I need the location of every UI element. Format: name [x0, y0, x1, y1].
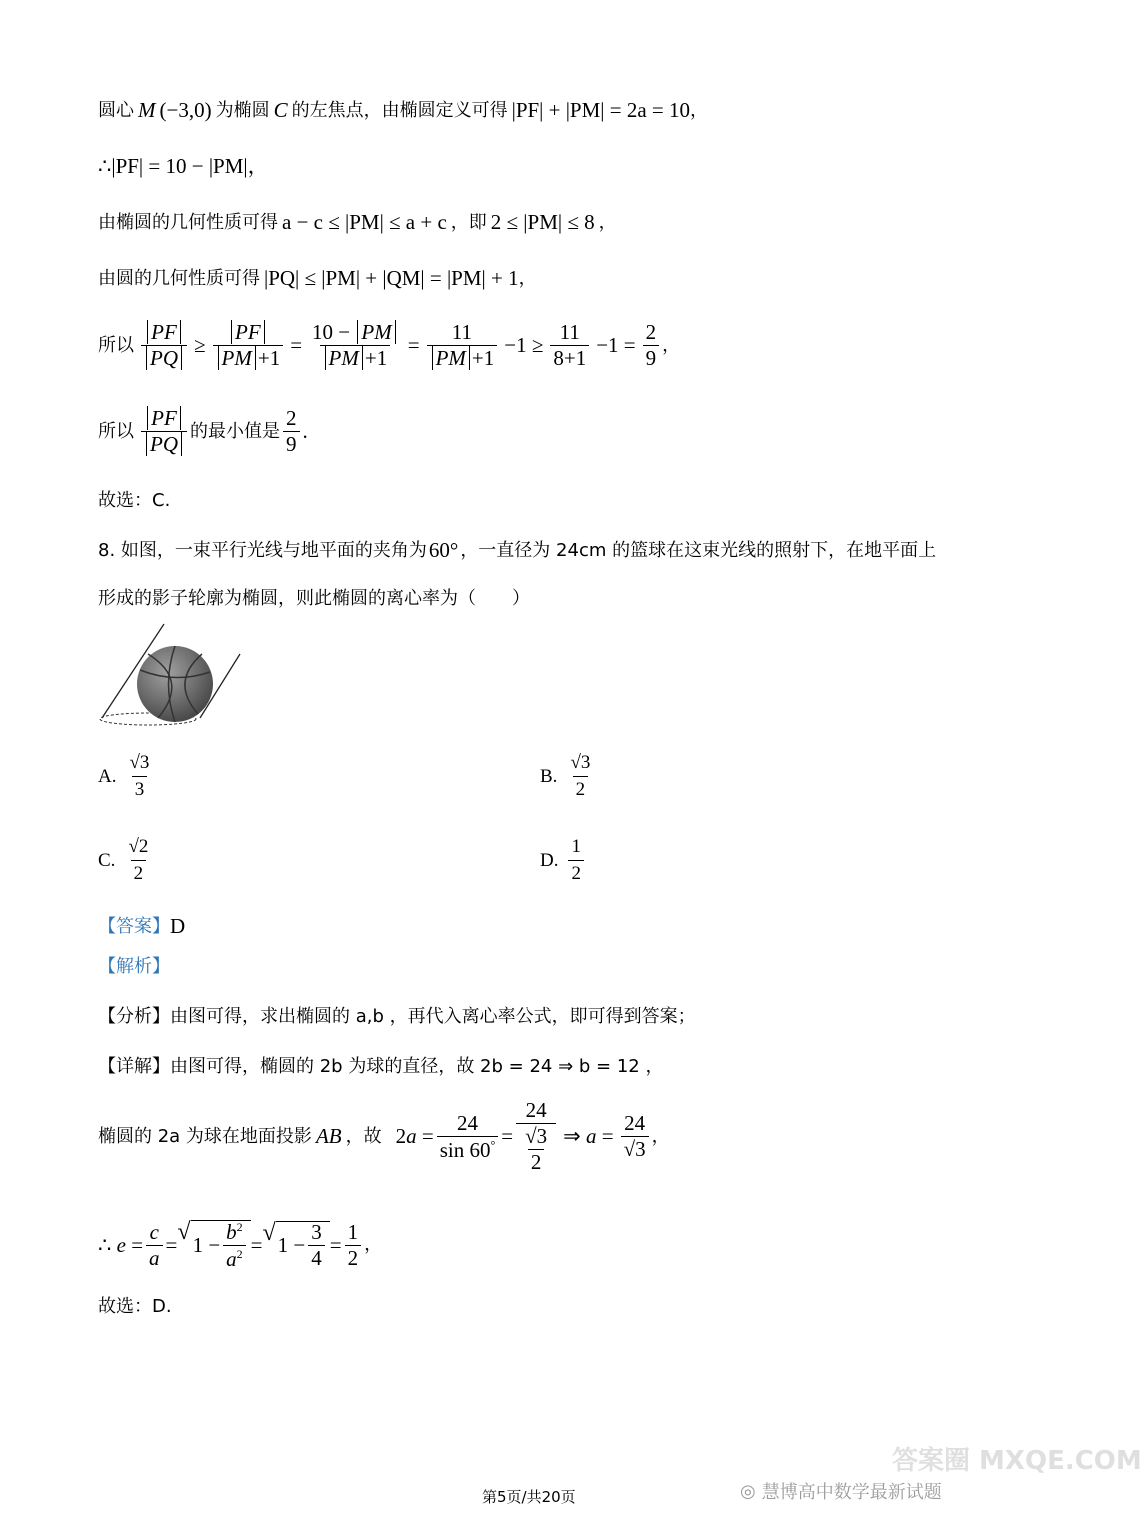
text-segment: 椭圆的 2a 为球在地面投影: [98, 1125, 312, 1147]
math-pq-inequality: |PQ| ≤ |PM| + |QM| = |PM| + 1: [264, 266, 519, 290]
text-segment: 形成的影子轮廓为椭圆，则此椭圆的离心率为（ ）: [98, 588, 530, 609]
choice-d[interactable]: [540, 836, 587, 885]
text-segment: 为椭圆: [215, 99, 270, 121]
question-8-stem-line-1: [98, 540, 936, 561]
text-segment: 由圆的几何性质可得: [98, 267, 260, 289]
choice-numerator: √3: [570, 752, 591, 773]
choice-c[interactable]: [98, 836, 154, 885]
xiangjie-tag: 【详解】: [98, 1056, 170, 1077]
final-answer: 故选：D.: [98, 1296, 172, 1317]
page-number-text: 第5页/共20页: [482, 1488, 576, 1506]
solution-line-4: [98, 268, 537, 289]
final-answer-line: [98, 1298, 172, 1316]
basketball-shadow-illustration-icon: [100, 622, 242, 732]
math-pm-bounds: 2 ≤ |PM| ≤ 8: [490, 210, 595, 234]
choice-denominator: 3: [132, 776, 148, 801]
answer-choice-text: 故选：C.: [98, 490, 171, 511]
text-segment: ，故: [345, 1125, 382, 1147]
solution-line-1: [98, 100, 708, 121]
math-pf-expression: ∴|PF| = 10 − |PM|，: [98, 154, 269, 178]
fenxi-line: [98, 1008, 696, 1026]
text-segment: ，: [598, 211, 617, 233]
text-segment: 由椭圆的几何性质可得: [98, 211, 278, 233]
solution-line-2: [98, 156, 269, 177]
analysis-heading: [98, 958, 170, 976]
choice-numerator: √3: [129, 752, 150, 773]
wechat-icon: ◎: [740, 1480, 756, 1502]
xiangjie-line: [98, 1058, 663, 1076]
math-pm-range: a − c ≤ |PM| ≤ a + c: [282, 210, 447, 234]
basketball-shadow-figure: [100, 622, 242, 732]
choice-a[interactable]: [98, 752, 155, 801]
text-segment: 8. 如图，一束平行光线与地平面的夹角为: [98, 539, 427, 561]
text-segment: 所以: [98, 420, 134, 442]
page-number: [482, 1486, 576, 1507]
question-8-stem-line-2: [98, 590, 530, 608]
choice-label: B.: [540, 765, 558, 787]
math-min-value: $\frac{2}{9}$: [280, 408, 303, 455]
math-point-m: M: [138, 98, 156, 122]
fenxi-tag: 【分析】: [98, 1006, 170, 1027]
solution-line-3: [98, 212, 617, 233]
text-segment: 圆心: [98, 99, 134, 121]
solution-line-6: 所以 $\frac{PF}{PQ}$ 的最小值是 $\frac{2}{9}$ .: [98, 406, 308, 456]
eccentricity-line: [98, 1220, 382, 1270]
text-segment: ，即: [450, 211, 487, 233]
fenxi-text: 由图可得，求出椭圆的 a,b ，再代入离心率公式，即可得到答案；: [170, 1006, 696, 1027]
choice-label: C.: [98, 849, 116, 871]
watermark-logo-text: 答案圈 MXQE.COM: [892, 1446, 1142, 1476]
choice-numerator: 1: [571, 836, 581, 857]
answer-value: D: [170, 914, 186, 938]
answer-line: [98, 916, 185, 937]
watermark-logo: [892, 1440, 1142, 1477]
watermark: [740, 1478, 942, 1504]
text-segment: ，一直径为 24cm 的篮球在这束光线的照射下，在地平面上: [460, 539, 937, 561]
choice-denominator: 2: [573, 776, 589, 801]
math-coordinates: (−3,0): [159, 98, 212, 122]
text-segment: ，: [690, 99, 708, 121]
choice-numerator: √2: [128, 836, 149, 857]
math-ellipse-c: C: [273, 98, 288, 122]
math-angle: 60°: [428, 538, 459, 562]
text-segment: 的左焦点，由椭圆定义可得: [291, 99, 508, 121]
solution-line-7: [98, 492, 170, 510]
math-ratio: $\frac{PF}{PQ}$: [138, 408, 190, 455]
choice-b[interactable]: [540, 752, 596, 801]
math-eccentricity: ∴ e = $\frac{c}{a}$ = √ 1 − $\frac{b^2}{a^2}$ = √ 1 − $\frac{3}{4}$ = $\frac{1}{2}$ ，: [98, 1219, 383, 1271]
choice-label: A.: [98, 765, 117, 787]
math-a-derivation: 2a = $\frac{24}{\sin 60^\circ}$ = $\frac{24}{\frac{√3}{2}}$ ⇒ a = $\frac{24}{√3}$ ，: [395, 1098, 670, 1174]
choice-denominator: 2: [568, 860, 584, 885]
projection-line: [98, 1100, 670, 1173]
text-segment: 所以: [98, 334, 134, 356]
solution-line-5: 所以 $\frac{PF}{PQ}$ ≥ $\frac{PF}{PM +1}$ = $\frac{10 - PM}{PM +1}$ = $\frac{11}{PM +1}$ −1 ≥ $\frac{11}{8+1}$ −1 = $\frac{2}{9}$ ，: [98, 320, 681, 370]
watermark-text: 慧博高中数学最新试题: [761, 1482, 942, 1503]
text-segment: 的最小值是: [190, 420, 280, 442]
math-ratio-chain: $\frac{PF}{PQ}$ ≥ $\frac{PF}{PM +1}$ = $\frac{10 - PM}{PM +1}$ = $\frac{11}{PM +1}$ −1 ≥ $\frac{11}{8+1}$ −1 = $\frac{2}{9}$: [138, 322, 662, 369]
math-ellipse-definition: |PF| + |PM| = 2a = 10: [511, 98, 690, 122]
analysis-tag: 【解析】: [98, 956, 170, 977]
math-segment-ab: AB: [315, 1124, 342, 1148]
answer-tag: 【答案】: [98, 915, 170, 937]
text-segment: ，: [518, 267, 537, 289]
choice-denominator: 2: [131, 860, 147, 885]
xiangjie-text: 由图可得，椭圆的 2b 为球的直径，故 2b = 24 ⇒ b = 12 ，: [170, 1056, 664, 1077]
choice-label: D.: [540, 849, 559, 871]
